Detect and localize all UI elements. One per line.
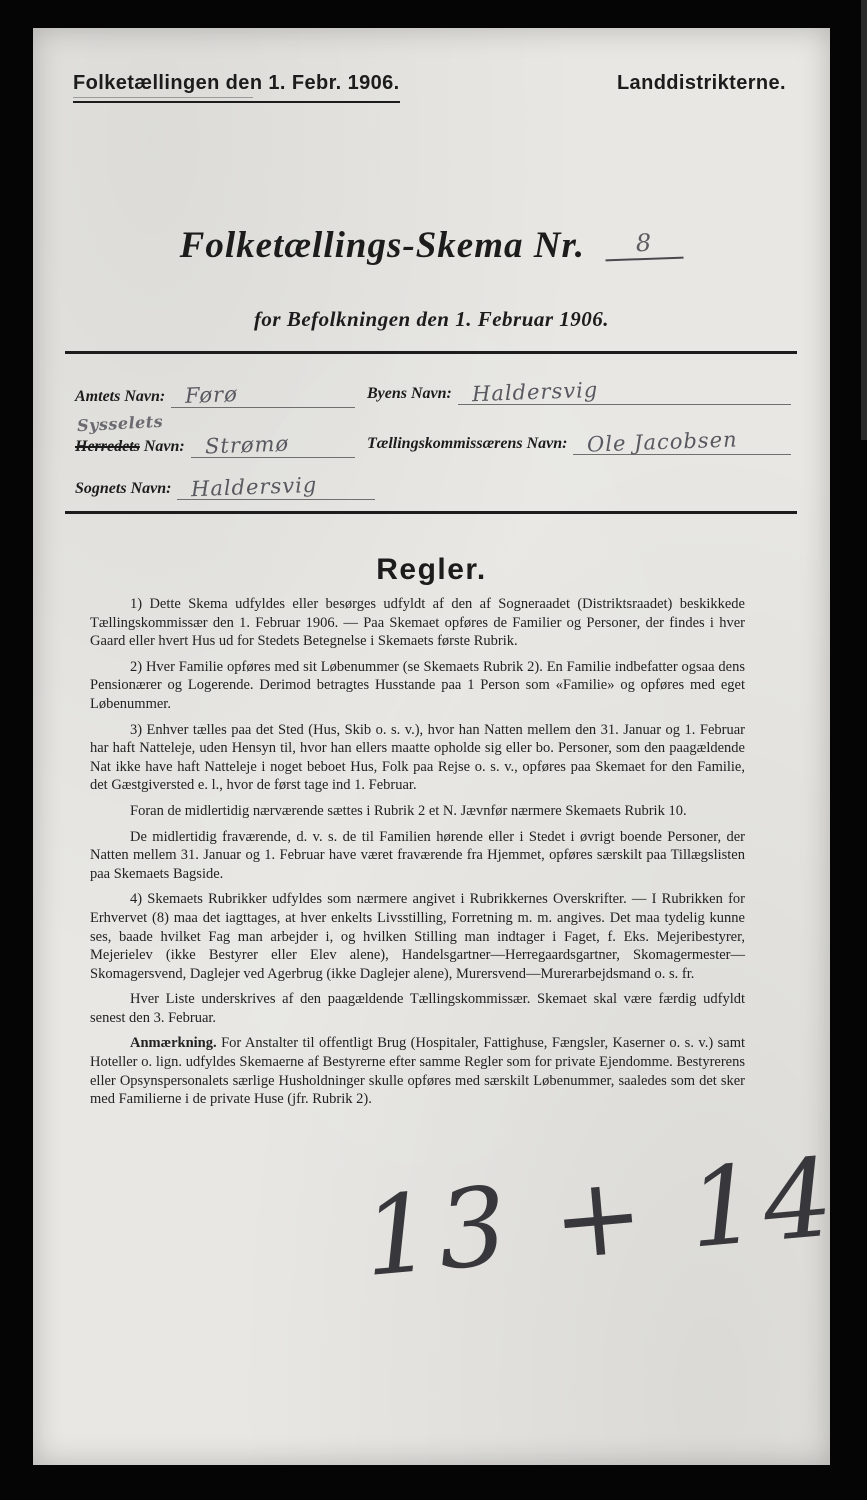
annotation-label: Anmærkning. [130,1035,217,1052]
rule-paragraph-4: 4) Skemaets Rubrikker udfyldes som nærmere angivet i Rubrikkernes Overskrifter. — I Rubrikken for Erhvervet (8) maa det iagttages, at hver enkelts Livsstilling, Forretning m. m. angives. Det maa tydelig kunne ses, baade hvilket Fag man arbejder i, og hvilken Stilling man indtager i Faget, f. Eks. Mejeribestyrer, Mejerielev (ikke Bestyrer eller Elev alene), Handelsgartner—Herregaardsgartner, Skomagermester—Skomagersvend, Daglejer ved Agerbrug (ikke Daglejer alene), Murersvend—Murerarbejdsmand o. s. fr. [90,891,745,982]
field-value-handwritten: Haldersvig [191,472,319,502]
scan-edge-artifact [861,0,867,440]
page-subtitle: for Befolkningen den 1. Februar 1906. [253,307,610,331]
page-title [33,224,830,267]
rule-paragraph-signing: Hver Liste underskrives af den paagældende Tællingskommissær. Skemaet skal være færdig udfyldt senest den 3. Februar. [90,991,745,1026]
field-byens-navn [367,373,791,405]
field-sognets-navn [75,468,375,500]
rules-heading: Regler. [376,553,487,586]
field-amtets-navn [75,376,355,408]
field-correction-handwritten: Sysselets [76,411,164,436]
field-label: Byens Navn: [367,385,452,402]
field-value-handwritten: Strømø [204,431,290,459]
handwritten-note: 13 + 14 [358,1135,844,1302]
field-value-handwritten: Førø [184,382,239,408]
field-label: Tællingskommissærens Navn: [367,435,568,452]
rules-body [90,595,745,1116]
field-label [75,411,185,458]
field-underline [177,472,375,502]
field-herredets-navn [75,411,355,459]
document-header [73,72,786,103]
annotation-text: For Anstalter til offentligt Brug (Hospitaler, Fattighuse, Fængsler, Kaserner o. s. v.) samt Hoteller o. lign. udfyldes Skemaerne af Bestyrerne efter samme Regler som for private Ejendomme. Bestyrerens eller Opsynspersonalets særlige Husholdninger skulle opføres med særskilt Løbenummer, saaledes som det sker med Familierne i de private Huse (jfr. Rubrik 2). [90,1035,746,1108]
rule-paragraph-1: 1) Dette Skema udfyldes eller besørges udfyldt af den af Sogneraadet (Distriktsraadet) beskikkede Tællingskommissær den 1. Februar 1906. — Paa Skemaet opføres de Familier og Personer, der findes i hver Gaard eller hvert Hus ud for Stedets Betegnelse i Skemaets første Rubrik. [90,596,745,650]
field-value-handwritten: Ole Jacobsen [587,427,739,457]
header-district-label: Landdistrikterne. [616,72,786,94]
document-paper [33,28,844,1465]
rule-paragraph-2: 2) Hver Familie opføres med sit Løbenummer (se Skemaets Rubrik 2). En Familie indbefatter ogsaa dens Pensionærer og Logerende. Derimod betragtes Husstande paa 1 Person som «Familie» og opføres med eget Løbenummer. [90,658,745,712]
field-label-struck-word: Herredets [75,438,140,455]
field-value-handwritten: Haldersvig [471,377,599,407]
divider-top [65,351,797,354]
title-block [33,224,830,332]
rule-paragraph-3c: De midlertidig fraværende, d. v. s. de til Familien hørende eller i Stedet i øvrigt boende Personer, der Natten mellem 31. Januar og 1. Februar have været fraværende fra Hjemmet, opføres særskilt paa Tillægslisten paa Skemaets Bagside. [90,828,745,882]
field-label: Sognets Navn: [75,480,172,497]
schema-number-handwritten: 8 [605,227,684,262]
header-census-title: Folketællingen den 1. Febr. 1906. [73,72,400,103]
field-label-rest: Navn: [143,438,185,455]
rule-paragraph-3: 3) Enhver tælles paa det Sted (Hus, Skib o. s. v.), hvor han Natten mellem den 31. Januar og 1. Februar har haft Natteleje, uden Hensyn til, hvor han ellers maatte opholde sig eller bo. Personer, som den paagældende Nat ikke have haft Natteleje i noget beboet Hus, Folk paa Rejse o. s. v., opføres paa Skemaet for den Familie, det Gæstgiversted e. l., hvor de først tage ind 1. Februar. [90,721,745,794]
field-kommissaerens-navn [367,423,791,455]
field-underline [573,427,791,457]
divider-bottom [65,511,797,514]
field-label: Amtets Navn: [75,388,166,405]
field-underline [191,433,355,458]
page-title-text: Folketællings-Skema Nr. [179,225,586,266]
rule-paragraph-3b: Foran de midlertidig nærværende sættes i Rubrik 2 et N. Jævnfør nærmere Skemaets Rubrik 10. [130,802,687,819]
annotation-paragraph [90,1034,745,1108]
field-underline [171,383,355,408]
field-underline [458,377,791,407]
